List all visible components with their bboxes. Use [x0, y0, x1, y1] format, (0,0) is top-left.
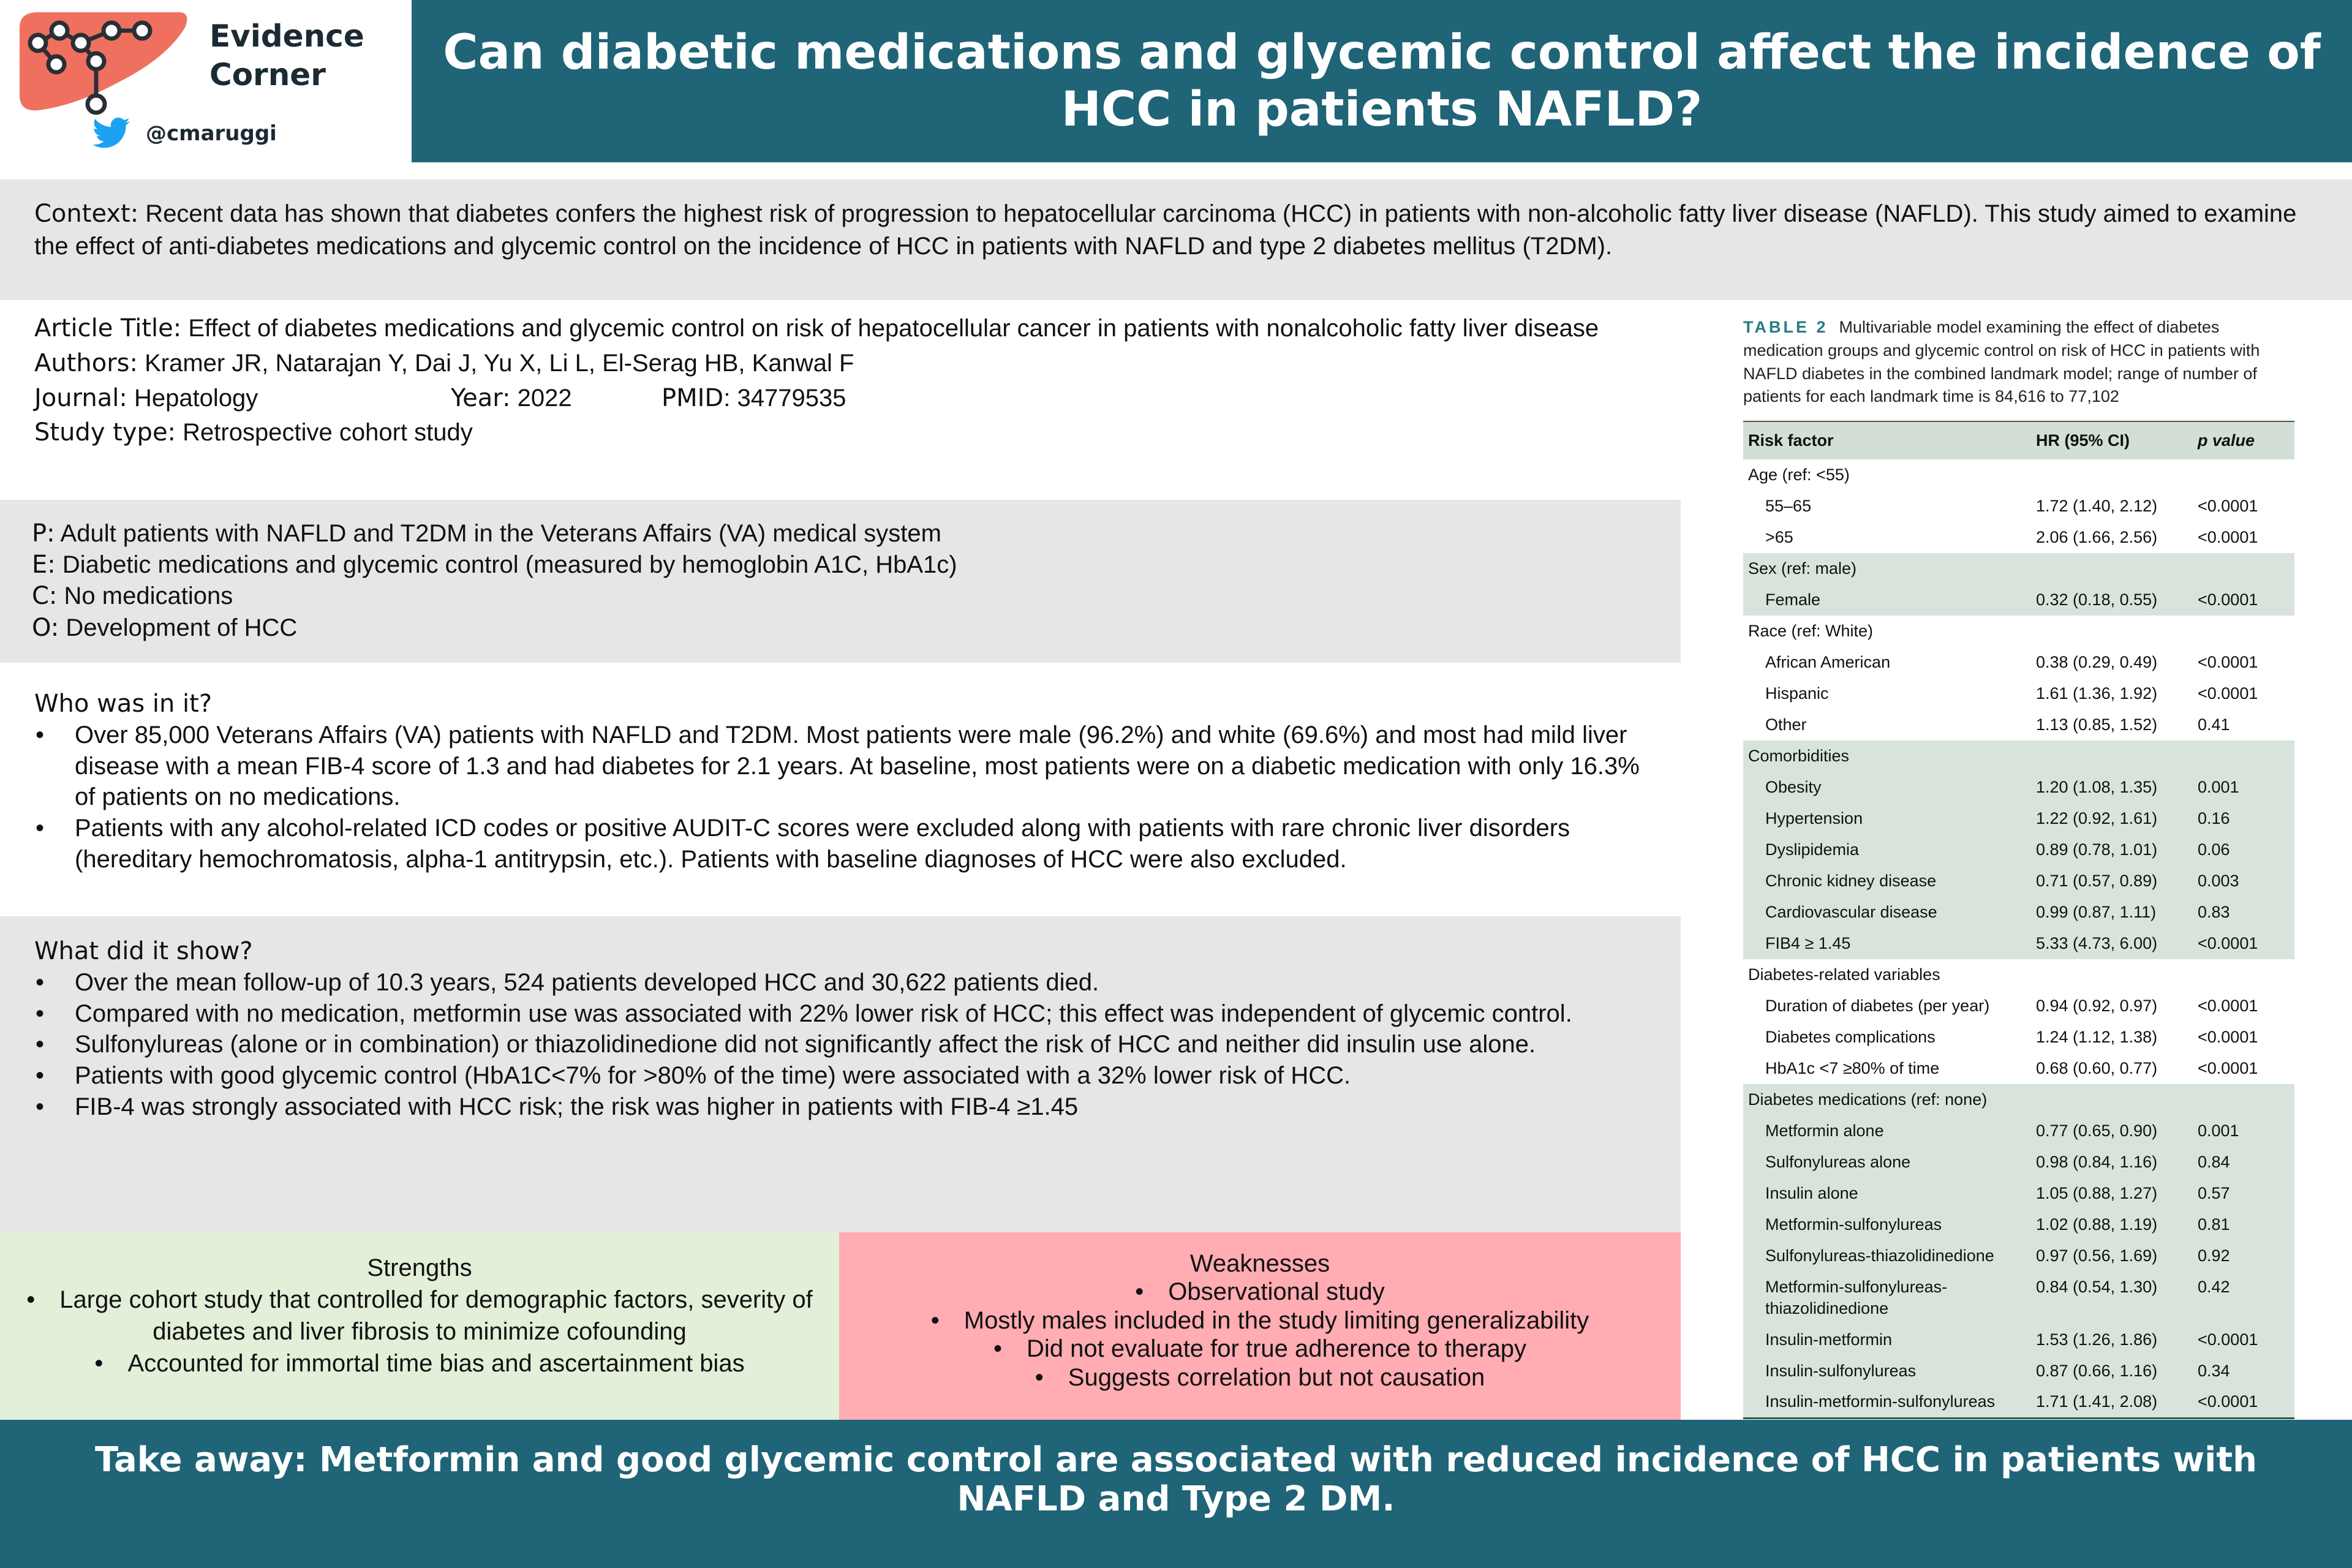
hr-cell: [2031, 553, 2193, 584]
table-header-row: [1743, 421, 2294, 459]
hr-cell: 0.89 (0.78, 1.01): [2031, 834, 2193, 865]
table-name: TABLE 2: [1743, 318, 1828, 336]
risk-factor-cell: Sulfonylureas alone: [1743, 1147, 2031, 1178]
pico-population: [32, 518, 1649, 549]
col-header-hr: HR (95% CI): [2031, 421, 2193, 459]
hr-cell: [2031, 959, 2193, 990]
list-item: • FIB-4 was strongly associated with HCC risk; the risk was higher in patients with FIB-4 ≥1.45: [34, 1091, 1646, 1123]
risk-factor-cell: Other: [1765, 715, 1807, 734]
table-row: [1743, 553, 2294, 584]
p-value-cell: <0.0001: [2193, 928, 2294, 959]
twitter-handle: @cmaruggi: [146, 121, 277, 146]
p-value-cell: 0.16: [2193, 803, 2294, 834]
list-item: • Patients with good glycemic control (HbA1C<7% for >80% of the time) were associated with a 32% lower risk of HCC.: [34, 1060, 1646, 1091]
table-row: [1743, 709, 2294, 741]
pico-exposure: [32, 549, 1649, 581]
table-row: [1743, 647, 2294, 678]
table-caption-text: Multivariable model examining the effect of diabetes medication groups and glycemic control on risk of HCC in patients with NAFLD diabetes in the combined landmark model; range of number of patients for each landmark time is 84,616 to 77,102: [1743, 318, 2260, 406]
p-value-cell: <0.0001: [2198, 1028, 2258, 1047]
study-type-label: Study type:: [34, 418, 176, 447]
hr-cell: 1.72 (1.40, 2.12): [2036, 497, 2158, 516]
risk-factor-cell: Dyslipidemia: [1743, 834, 2031, 865]
p-value-cell: <0.0001: [2198, 528, 2258, 547]
brand-name-line1: Evidence: [209, 18, 364, 54]
list-item: • Compared with no medication, metformin use was associated with 22% lower risk of HCC; this effect was independent of glycemic control.: [34, 998, 1646, 1030]
table-row: [1743, 865, 2294, 897]
title-banner: [412, 0, 2352, 162]
hr-cell: [2031, 741, 2193, 772]
context-paragraph: [34, 198, 2318, 263]
table-row: [1743, 1324, 2294, 1355]
table-row: [1743, 1084, 2294, 1115]
p-value-cell: <0.0001: [2198, 684, 2258, 703]
risk-factor-cell: Female: [1743, 584, 2031, 616]
risk-factor-cell: Sulfonylureas-thiazolidinedione: [1743, 1240, 2031, 1272]
hr-cell: 0.99 (0.87, 1.11): [2031, 897, 2193, 928]
hr-cell: 1.53 (1.26, 1.86): [2031, 1324, 2193, 1355]
table-row: [1743, 772, 2294, 803]
risk-factor-cell: Hypertension: [1743, 803, 2031, 834]
hr-cell: 1.02 (0.88, 1.19): [2031, 1209, 2193, 1240]
year-label: Year:: [451, 383, 511, 412]
results-section: [0, 916, 1681, 1232]
p-value-cell: 0.84: [2193, 1147, 2294, 1178]
weaknesses-list: [858, 1278, 1662, 1392]
context-label: Context:: [34, 200, 139, 228]
hazard-ratio-table: [1743, 421, 2294, 1419]
risk-factor-cell: Insulin-metformin: [1743, 1324, 2031, 1355]
authors-row: [34, 346, 1646, 381]
p-value-cell: 0.92: [2193, 1240, 2294, 1272]
table-row: [1743, 584, 2294, 616]
hr-cell: 1.05 (0.88, 1.27): [2031, 1178, 2193, 1209]
table-row: [1743, 1115, 2294, 1147]
list-item: • Accounted for immortal time bias and ascertainment bias: [24, 1348, 815, 1379]
p-value-cell: <0.0001: [2198, 497, 2258, 516]
risk-factor-cell: Metformin-sulfonylureas-thiazolidinedione: [1743, 1272, 2031, 1324]
risk-factor-cell: Insulin-metformin-sulfonylureas: [1743, 1387, 2031, 1418]
hr-cell: 0.87 (0.66, 1.16): [2031, 1355, 2193, 1387]
weaknesses-box: [839, 1232, 1681, 1420]
pico-section: [0, 500, 1681, 663]
article-title-text: Effect of diabetes medications and glycemic control on risk of hepatocellular cancer in patients with nonalcoholic fatty liver disease: [181, 315, 1599, 342]
risk-factor-cell: 55–65: [1765, 497, 1812, 516]
twitter-bird-icon: [92, 118, 131, 149]
risk-factor-cell: Metformin-sulfonylureas: [1743, 1209, 2031, 1240]
pico-c-label: C:: [32, 582, 58, 611]
study-type-row: [34, 415, 1646, 450]
journal-label: Journal:: [34, 383, 127, 412]
hr-cell: 0.94 (0.92, 0.97): [2036, 997, 2158, 1016]
p-value-cell: <0.0001: [2198, 653, 2258, 672]
pico-o-label: O:: [32, 613, 59, 642]
table-caption: [1743, 316, 2294, 409]
pico-c-text: No medications: [57, 582, 233, 610]
risk-factor-cell: Insulin-sulfonylureas: [1743, 1355, 2031, 1387]
p-value-cell: 0.003: [2193, 865, 2294, 897]
hr-cell: 0.68 (0.60, 0.77): [2036, 1059, 2158, 1078]
context-section: [0, 179, 2352, 300]
takeaway-banner: [0, 1420, 2352, 1568]
p-value-cell: 0.57: [2193, 1178, 2294, 1209]
p-value-cell: <0.0001: [2193, 584, 2294, 616]
table-row: [1743, 959, 2294, 990]
col-header-p-value: p value: [2193, 421, 2294, 459]
brand-name-line2: Corner: [209, 57, 326, 92]
risk-factor-cell: Race (ref: White): [1748, 622, 1874, 641]
risk-factor-cell: African American: [1765, 653, 1891, 672]
risk-factor-cell: Duration of diabetes (per year): [1765, 997, 1990, 1016]
liver-network-logo-icon: [13, 9, 191, 119]
table-row: [1743, 803, 2294, 834]
risk-factor-cell: Comorbidities: [1743, 741, 2031, 772]
table-row: [1743, 741, 2294, 772]
strengths-box: [0, 1232, 839, 1420]
risk-factor-cell: Diabetes-related variables: [1748, 965, 1940, 984]
results-list: [34, 967, 1646, 1123]
hr-cell: 0.97 (0.56, 1.69): [2031, 1240, 2193, 1272]
p-value-cell: <0.0001: [2198, 997, 2258, 1016]
p-value-cell: <0.0001: [2193, 1387, 2294, 1418]
col-header-risk-factor: Risk factor: [1743, 421, 2031, 459]
risk-factor-cell: Diabetes complications: [1765, 1028, 1936, 1047]
list-item: • Observational study: [858, 1278, 1662, 1306]
pmid-label: PMID: [662, 383, 724, 412]
list-item: • Did not evaluate for true adherence to therapy: [858, 1335, 1662, 1363]
hr-cell: [2031, 1084, 2193, 1115]
pico-p-text: Adult patients with NAFLD and T2DM in the Veterans Affairs (VA) medical system: [55, 520, 941, 547]
year-field: [451, 381, 662, 416]
hr-cell: 1.24 (1.12, 1.38): [2036, 1028, 2158, 1047]
pico-e-label: E:: [32, 551, 56, 579]
who-list: [34, 720, 1646, 875]
hr-cell: 1.61 (1.36, 1.92): [2036, 684, 2158, 703]
table-row: [1743, 1053, 2294, 1084]
table-row: [1743, 1178, 2294, 1209]
risk-factor-cell: Diabetes medications (ref: none): [1743, 1084, 2031, 1115]
article-info-section: [0, 305, 1681, 500]
risk-factor-cell: Metformin alone: [1743, 1115, 2031, 1147]
strengths-heading: Strengths: [367, 1254, 472, 1281]
table-row: [1743, 897, 2294, 928]
hr-cell: 2.06 (1.66, 2.56): [2036, 528, 2158, 547]
hr-cell: 1.13 (0.85, 1.52): [2036, 715, 2158, 734]
p-value-cell: 0.001: [2193, 1115, 2294, 1147]
p-value-cell: <0.0001: [2198, 1059, 2258, 1078]
results-heading: What did it show?: [34, 937, 253, 965]
p-value-cell: [2193, 1084, 2294, 1115]
pico-comparison: [32, 581, 1649, 612]
table-row: [1743, 1355, 2294, 1387]
journal-text: Hepatology: [127, 384, 258, 412]
journal-field: [34, 381, 451, 416]
pico-p-label: P:: [32, 519, 55, 548]
article-title-row: [34, 311, 1646, 346]
p-value-cell: 0.001: [2193, 772, 2294, 803]
risk-factor-cell: Chronic kidney disease: [1743, 865, 2031, 897]
table-row: [1743, 522, 2294, 553]
context-text: Recent data has shown that diabetes confers the highest risk of progression to hepatocellular carcinoma (HCC) in patients with non-alcoholic fatty liver disease (NAFLD). This study aimed to examine the effect of anti-diabetes medications and glycemic control on the incidence of HCC in patients with NAFLD and type 2 diabetes mellitus (T2DM).: [34, 200, 2297, 260]
hr-cell: 0.98 (0.84, 1.16): [2031, 1147, 2193, 1178]
who-heading: Who was in it?: [34, 690, 213, 718]
hr-cell: 0.38 (0.29, 0.49): [2036, 653, 2158, 672]
pmid-field: [662, 381, 846, 416]
authors-text: Kramer JR, Natarajan Y, Dai J, Yu X, Li L, El-Serag HB, Kanwal F: [137, 349, 854, 377]
authors-label: Authors:: [34, 349, 138, 377]
hr-cell: 1.20 (1.08, 1.35): [2031, 772, 2193, 803]
p-value-cell: 0.34: [2193, 1355, 2294, 1387]
hr-cell: 0.32 (0.18, 0.55): [2031, 584, 2193, 616]
table-row: [1743, 1387, 2294, 1418]
table-body: [1743, 459, 2294, 1418]
table-row: [1743, 616, 2294, 647]
p-value-cell: 0.06: [2193, 834, 2294, 865]
p-value-cell: 0.83: [2193, 897, 2294, 928]
hr-cell: 1.71 (1.41, 2.08): [2031, 1387, 2193, 1418]
table-row: [1743, 459, 2294, 491]
table-row: [1743, 990, 2294, 1022]
hr-cell: 0.71 (0.57, 0.89): [2031, 865, 2193, 897]
list-item: • Mostly males included in the study limiting generalizability: [858, 1306, 1662, 1335]
p-value-cell: [2193, 616, 2294, 647]
table-row: [1743, 491, 2294, 522]
logo-block: [0, 0, 412, 162]
table-row: [1743, 834, 2294, 865]
p-value-cell: 0.81: [2193, 1209, 2294, 1240]
list-item: • Over 85,000 Veterans Affairs (VA) patients with NAFLD and T2DM. Most patients were male (96.2%) and white (69.6%) and most had mild liver disease with a mean FIB-4 score of 1.3 and had diabetes for 2.1 years. At baseline, most patients were on a diabetic medication with only 16.3% of patients on no medications.: [34, 720, 1646, 813]
table-row: [1743, 1240, 2294, 1272]
who-section: [0, 663, 1681, 916]
year-text: 2022: [510, 384, 572, 412]
table-row: [1743, 678, 2294, 709]
risk-factor-cell: Hispanic: [1765, 684, 1829, 703]
list-item: • Patients with any alcohol-related ICD codes or positive AUDIT-C scores were excluded along with patients with rare chronic liver disorders (hereditary hemochromatosis, alpha-1 antitrypsin, etc.). Patients with baseline diagnoses of HCC were also excluded.: [34, 813, 1646, 875]
risk-factor-cell: Cardiovascular disease: [1743, 897, 2031, 928]
p-value-cell: <0.0001: [2193, 1324, 2294, 1355]
risk-factor-cell: HbA1c <7 ≥80% of time: [1765, 1059, 1940, 1078]
list-item: • Sulfonylureas (alone or in combination) or thiazolidinedione did not significantly affect the risk of HCC and neither did insulin use alone.: [34, 1029, 1646, 1060]
journal-row: [34, 381, 1646, 416]
hr-cell: 0.77 (0.65, 0.90): [2031, 1115, 2193, 1147]
table-row: [1743, 1022, 2294, 1053]
p-value-cell: [2193, 459, 2294, 491]
p-value-cell: 0.41: [2198, 715, 2230, 734]
pmid-text: : 34779535: [723, 384, 846, 412]
table-row: [1743, 1272, 2294, 1324]
risk-factor-cell: Sex (ref: male): [1743, 553, 2031, 584]
p-value-cell: [2193, 959, 2294, 990]
hr-cell: 5.33 (4.73, 6.00): [2031, 928, 2193, 959]
table-row: [1743, 1209, 2294, 1240]
risk-factor-cell: Age (ref: <55): [1748, 466, 1850, 484]
list-item: • Over the mean follow-up of 10.3 years, 524 patients developed HCC and 30,622 patients died.: [34, 967, 1646, 998]
pico-o-text: Development of HCC: [59, 614, 298, 641]
hr-cell: 1.22 (0.92, 1.61): [2031, 803, 2193, 834]
table-row: [1743, 928, 2294, 959]
p-value-cell: [2193, 741, 2294, 772]
p-value-cell: 0.42: [2193, 1272, 2294, 1324]
strengths-list: [24, 1284, 815, 1379]
list-item: • Suggests correlation but not causation: [858, 1363, 1662, 1392]
p-value-cell: [2193, 553, 2294, 584]
risk-factor-cell: FIB4 ≥ 1.45: [1743, 928, 2031, 959]
risk-factor-cell: >65: [1765, 528, 1793, 547]
hr-cell: [2031, 459, 2193, 491]
pico-e-text: Diabetic medications and glycemic control (measured by hemoglobin A1C, HbA1c): [55, 551, 957, 579]
table-row: [1743, 1147, 2294, 1178]
weaknesses-heading: Weaknesses: [1189, 1250, 1330, 1277]
takeaway-text: Take away: Metformin and good glycemic control are associated with reduced incidence of HCC in patients with NAFLD and Type 2 DM.: [95, 1440, 2257, 1520]
risk-factor-cell: Obesity: [1743, 772, 2031, 803]
study-type-text: Retrospective cohort study: [176, 419, 473, 447]
hr-cell: 0.84 (0.54, 1.30): [2031, 1272, 2193, 1324]
article-title-label: Article Title:: [34, 314, 182, 342]
results-table-panel: [1743, 316, 2294, 1419]
list-item: • Large cohort study that controlled for demographic factors, severity of diabetes and liver fibrosis to minimize cofounding: [24, 1284, 815, 1348]
pico-outcome: [32, 612, 1649, 644]
hr-cell: [2031, 616, 2193, 647]
page-title: Can diabetic medications and glycemic control affect the incidence of HCC in patients NAFLD?: [443, 25, 2321, 137]
risk-factor-cell: Insulin alone: [1743, 1178, 2031, 1209]
